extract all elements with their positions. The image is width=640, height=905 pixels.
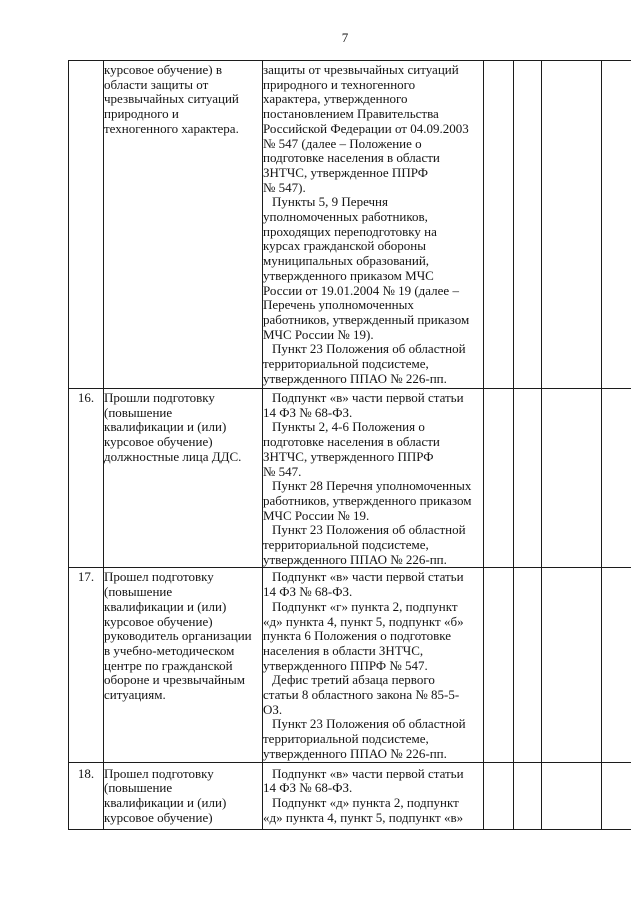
requirement-text: курсовое обучение) в области защиты от чрезвычайных ситуаций природного и техногенного характера. [104, 62, 239, 136]
legal-basis-paragraph: Пункт 23 Положения об областной территориальной подсистеме, утвержденного ППАО № 226-пп. [263, 341, 466, 386]
legal-basis-paragraph: Подпункт «в» части первой статьи 14 ФЗ № 68-ФЗ. [263, 390, 464, 420]
row-number: 18. [77, 765, 95, 781]
legal-basis-paragraph: Пункт 23 Положения об областной территориальной подсистеме, утвержденного ППАО № 226-пп. [263, 716, 466, 761]
blank-cell [514, 389, 542, 568]
legal-basis-paragraph: Пункты 5, 9 Перечня уполномоченных работников, проходящих переподготовку на курсах гражданской обороны муниципальных образований, утвержденного приказом МЧС России от 19.01.2004 № 19 (далее – Перечень уполномоченных работников, утвержденный приказом МЧС России № 19). [263, 194, 470, 342]
requirement-text: Прошли подготовку (повышение квалификации и (или) курсовое обучение) должностные лица ДДС. [104, 390, 242, 464]
legal-basis-paragraph: Пункт 28 Перечня уполномоченных работников, утвержденного приказом МЧС России № 19. [263, 478, 472, 523]
table-row [69, 762, 631, 829]
blank-cell [514, 762, 542, 829]
row-number: 16. [77, 390, 95, 405]
row-number-cell [69, 61, 104, 389]
blank-cell [484, 389, 514, 568]
blank-cell [514, 568, 542, 762]
row-number: 17. [77, 569, 95, 585]
legal-basis-cell [263, 762, 484, 829]
table-row [69, 568, 631, 762]
row-number-cell [69, 389, 104, 568]
requirement-text: Прошел подготовку (повышение квалификации и (или) курсовое обучение) [104, 765, 227, 825]
requirement-text: Прошел подготовку (повышение квалификации и (или) курсовое обучение) руководитель организации в учебно-методическом центре по гражданской обороне и чрезвычайным ситуациям. [104, 569, 252, 703]
blank-cell [514, 61, 542, 389]
requirement-cell [104, 61, 263, 389]
blank-cell [542, 389, 602, 568]
legal-basis-paragraph: Пункты 2, 4-6 Положения о подготовке населения в области ЗНТЧС, утвержденного ППРФ № 547. [263, 419, 440, 479]
blank-cell [542, 762, 602, 829]
blank-cell [542, 61, 602, 389]
legal-basis-paragraph: Подпункт «г» пункта 2, подпункт «д» пункта 4, пункт 5, подпункт «б» пункта 6 Положения о подготовке населения в области ЗНТЧС, утвержденного ППРФ № 547. [263, 598, 464, 673]
legal-basis-cell [263, 61, 484, 389]
legal-basis-paragraph: Подпункт «в» части первой статьи 14 ФЗ № 68-ФЗ. [263, 569, 464, 600]
requirements-table [68, 60, 631, 830]
blank-cell [602, 389, 631, 568]
requirement-cell [104, 568, 263, 762]
blank-cell [484, 568, 514, 762]
blank-cell [602, 568, 631, 762]
legal-basis-cell [263, 389, 484, 568]
legal-basis-paragraph: Подпункт «д» пункта 2, подпункт «д» пункта 4, пункт 5, подпункт «в» [263, 794, 464, 825]
legal-basis-paragraph: Дефис третий абзаца первого статьи 8 областного закона № 85-5- ОЗ. [263, 672, 460, 717]
table-row [69, 61, 631, 389]
row-number-cell [69, 568, 104, 762]
blank-cell [602, 61, 631, 389]
page-number: 7 [341, 30, 349, 45]
table-row [69, 389, 631, 568]
legal-basis-cell [263, 568, 484, 762]
legal-basis-paragraph: защиты от чрезвычайных ситуаций природного и техногенного характера, утвержденного постановлением Правительства Российской Федерации от 04.09.2003 № 547 (далее – Положение о подготовке населения в области ЗНТЧС, утвержденное ППРФ № 547). [263, 62, 469, 195]
blank-cell [484, 762, 514, 829]
requirement-cell [104, 762, 263, 829]
blank-cell [484, 61, 514, 389]
blank-cell [542, 568, 602, 762]
legal-basis-paragraph: Пункт 23 Положения об областной территориальной подсистеме, утвержденного ППАО № 226-пп. [263, 522, 466, 567]
requirement-cell [104, 389, 263, 568]
blank-cell [602, 762, 631, 829]
row-number-cell [69, 762, 104, 829]
legal-basis-paragraph: Подпункт «в» части первой статьи 14 ФЗ № 68-ФЗ. [263, 765, 464, 796]
